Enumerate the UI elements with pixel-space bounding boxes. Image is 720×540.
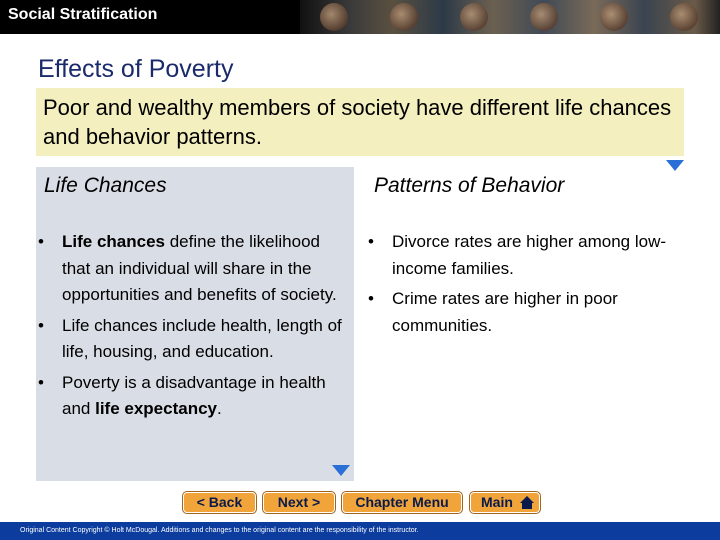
triangle-marker-icon bbox=[666, 160, 684, 171]
main-button-label: Main bbox=[481, 494, 513, 510]
header-title: Social Stratification bbox=[8, 6, 158, 23]
header-photo-collage bbox=[300, 0, 720, 34]
main-button[interactable] bbox=[470, 492, 540, 513]
intro-text: Poor and wealthy members of society have different life chances and behavior patterns. bbox=[43, 95, 672, 149]
footer bbox=[0, 522, 720, 540]
copyright-text: Original Content Copyright © Holt McDougal. Additions and changes to the original content are the responsibility of the instructor. bbox=[20, 527, 419, 534]
life-chances-list bbox=[38, 229, 350, 427]
patterns-list bbox=[368, 229, 680, 343]
list-item: • Crime rates are higher in poor communities. bbox=[368, 286, 680, 339]
patterns-heading: Patterns of Behavior bbox=[374, 174, 565, 197]
triangle-marker-icon bbox=[332, 465, 350, 476]
header-banner bbox=[0, 0, 720, 34]
page-title: Effects of Poverty bbox=[38, 55, 234, 83]
chapter-menu-button[interactable]: Chapter Menu bbox=[342, 492, 462, 513]
list-item: • Poverty is a disadvantage in health and life expectancy. bbox=[38, 370, 350, 423]
next-button[interactable]: Next > bbox=[263, 492, 335, 513]
home-icon bbox=[519, 495, 535, 510]
intro-box bbox=[36, 88, 684, 156]
life-chances-heading: Life Chances bbox=[44, 174, 167, 197]
list-item: • Life chances define the likelihood that an individual will share in the opportunities and benefits of society. bbox=[38, 229, 350, 309]
nav-bar bbox=[0, 492, 720, 513]
back-button[interactable]: < Back bbox=[183, 492, 256, 513]
list-item: • Divorce rates are higher among low-income families. bbox=[368, 229, 680, 282]
list-item: • Life chances include health, length of life, housing, and education. bbox=[38, 313, 350, 366]
